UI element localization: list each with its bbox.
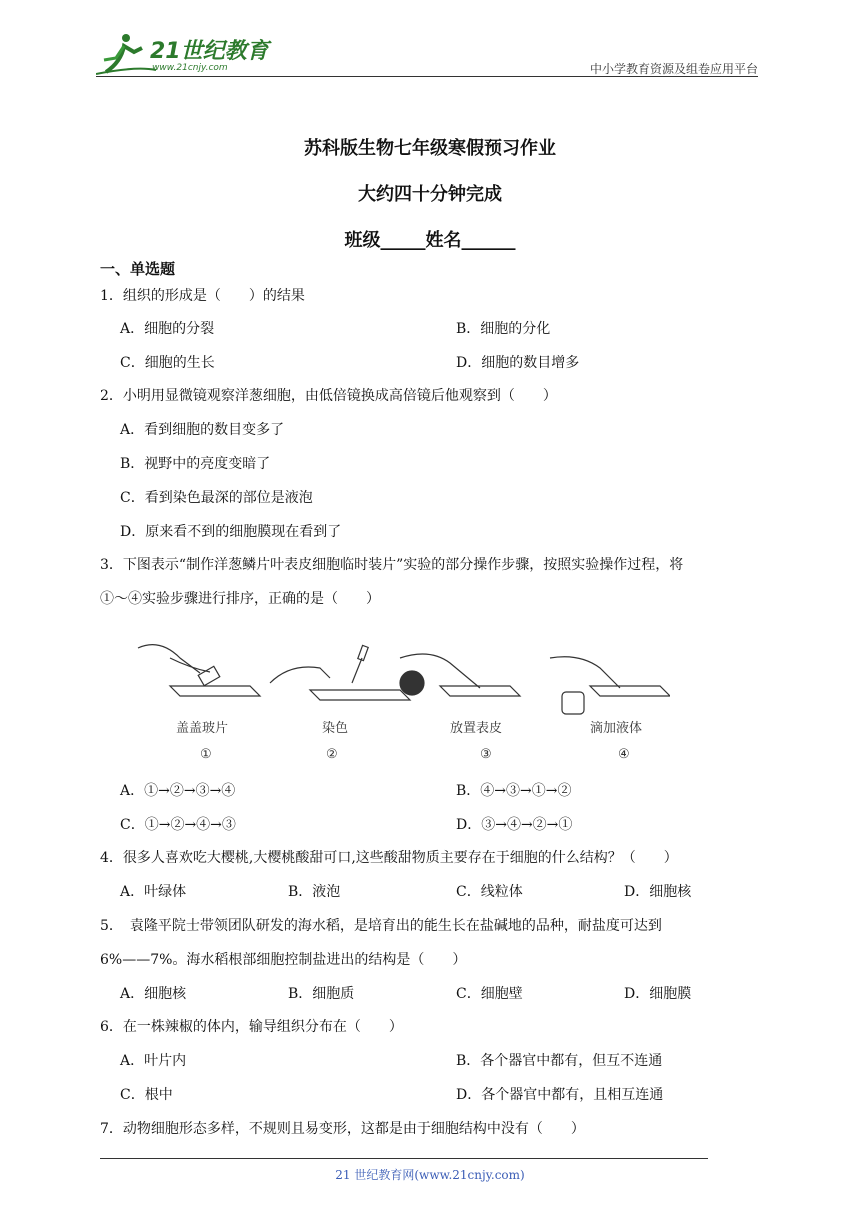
figure-number-3: ③: [480, 747, 492, 762]
question-3-option-b: B．④→③→①→②: [456, 783, 572, 799]
question-5-option-c: C．细胞壁: [456, 986, 523, 1002]
question-2-stem: 2．小明用显微镜观察洋葱细胞，由低倍镜换成高倍镜后他观察到（ ）: [100, 388, 557, 404]
question-4-option-c: C．线粒体: [456, 884, 523, 900]
class-name-line: 班级_____姓名______: [344, 230, 516, 251]
figure-label-4: 滴加液体: [590, 721, 643, 736]
question-6-option-a: A．叶片内: [120, 1053, 187, 1069]
figure-number-2: ②: [326, 747, 338, 762]
question-4-stem: 4．很多人喜欢吃大樱桃,大樱桃酸甜可口,这些酸甜物质主要存在于细胞的什么结构？（ ）: [100, 850, 678, 866]
step-2-stain-drawing: [270, 645, 410, 700]
figure-label-1: 盖盖玻片: [176, 721, 229, 736]
footer-link[interactable]: 21 世纪教育网(www.21cnjy.com): [335, 1168, 525, 1182]
question-5-option-b: B．细胞质: [288, 986, 355, 1002]
figure-label-3: 放置表皮: [450, 721, 503, 736]
question-4-option-b: B．液泡: [288, 884, 341, 900]
question-4-option-d: D．细胞核: [624, 884, 692, 900]
question-5-stem: 5． 袁隆平院士带领团队研发的海水稻，是培育出的能生长在盐碱地的品种，耐盐度可达到: [100, 918, 662, 934]
question-6-option-b: B．各个器官中都有，但互不连通: [456, 1053, 663, 1069]
question-5-option-a: A．细胞核: [120, 986, 187, 1002]
question-6-option-c: C．根中: [120, 1087, 173, 1103]
platform-name: 中小学教育资源及组卷应用平台: [589, 62, 758, 76]
question-2-option-a: A．看到细胞的数目变多了: [120, 422, 285, 438]
slide-preparation-figure: [130, 628, 670, 768]
page-subtitle: 大约四十分钟完成: [358, 184, 502, 205]
section-heading: 一、单选题: [100, 260, 176, 278]
question-5-option-d: D．细胞膜: [624, 986, 692, 1002]
question-1-option-d: D．细胞的数目增多: [456, 355, 580, 371]
logo-url: www.21cnjy.com: [152, 63, 228, 73]
question-3-stem: 3．下图表示“制作洋葱鳞片叶表皮细胞临时装片”实验的部分操作步骤，按照实验操作过程，将: [100, 557, 684, 573]
question-1-stem: 1．组织的形成是（ ）的结果: [100, 288, 305, 304]
figure-number-1: ①: [200, 747, 212, 762]
figure-label-2: 染色: [322, 721, 349, 736]
question-2-option-d: D．原来看不到的细胞膜现在看到了: [120, 524, 342, 540]
question-7-stem: 7．动物细胞形态多样，不规则且易变形，这都是由于细胞结构中没有（ ）: [100, 1121, 585, 1137]
question-3-option-d: D．③→④→②→①: [456, 817, 573, 833]
logo-text: 21世纪教育: [150, 39, 269, 64]
footer-divider: [100, 1158, 708, 1159]
header-divider: [96, 76, 758, 77]
question-1-option-b: B．细胞的分化: [456, 321, 551, 337]
question-1-option-a: A．细胞的分裂: [120, 321, 215, 337]
step-1-cover-slip-drawing: [138, 645, 260, 696]
step-4-add-liquid-drawing: [550, 657, 670, 714]
question-5-stem-line2: 6%——7%。海水稻根部细胞控制盐进出的结构是（ ）: [100, 952, 467, 968]
question-4-option-a: A．叶绿体: [120, 884, 187, 900]
figure-number-4: ④: [618, 747, 630, 762]
question-3-option-c: C．①→②→④→③: [120, 817, 236, 833]
page-title: 苏科版生物七年级寒假预习作业: [304, 138, 556, 159]
question-3-stem-line2: ①～④实验步骤进行排序，正确的是（ ）: [100, 591, 380, 607]
question-6-stem: 6．在一株辣椒的体内，输导组织分布在（ ）: [100, 1019, 403, 1035]
step-3-place-epidermis-drawing: [400, 654, 520, 696]
question-2-option-b: B．视野中的亮度变暗了: [120, 456, 271, 472]
question-3-option-a: A．①→②→③→④: [120, 783, 236, 799]
question-6-option-d: D．各个器官中都有，且相互连通: [456, 1087, 664, 1103]
question-2-option-c: C．看到染色最深的部位是液泡: [120, 490, 313, 506]
question-1-option-c: C．细胞的生长: [120, 355, 215, 371]
